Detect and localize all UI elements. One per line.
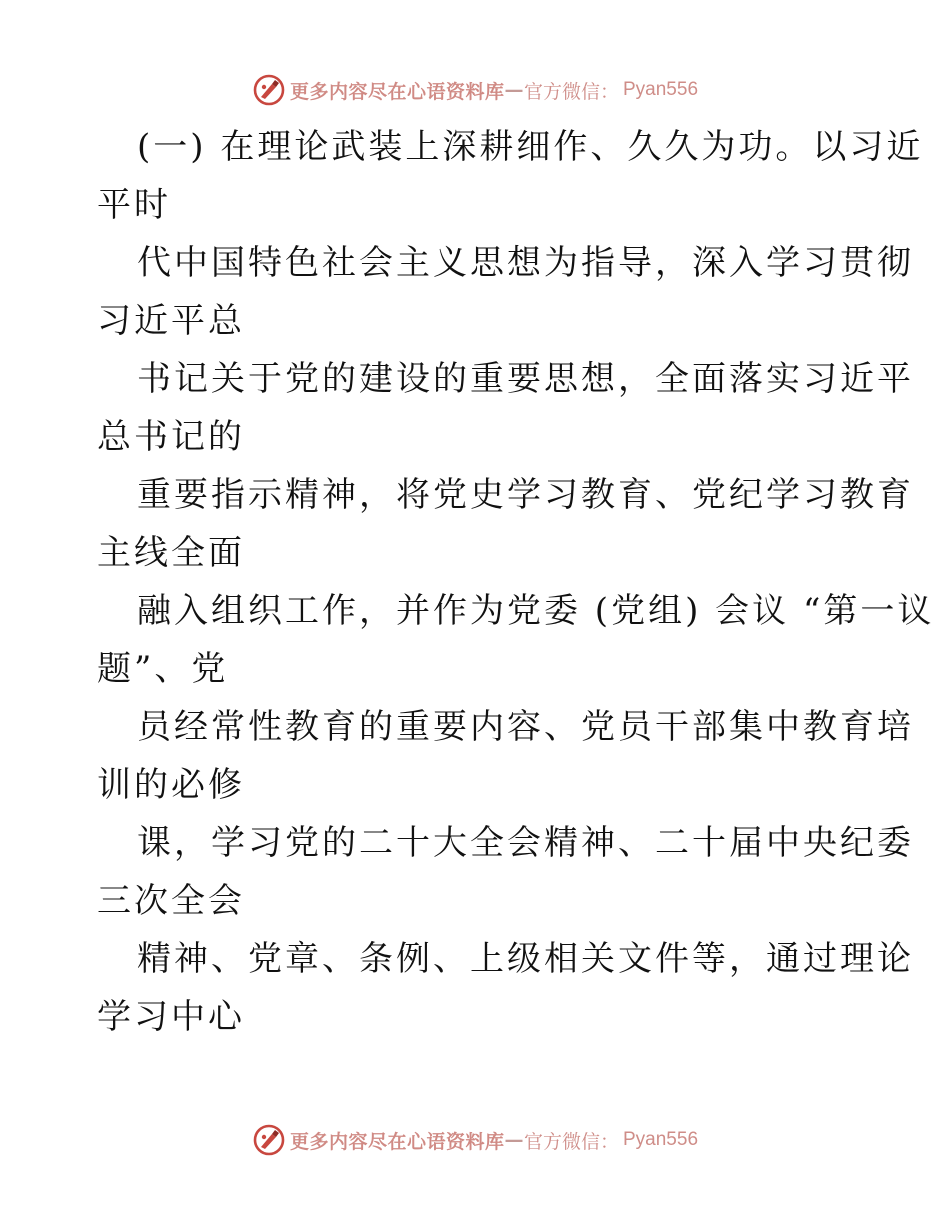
paragraph-line: 重要指示精神，将党史学习教育、党纪学习教育: [137, 475, 914, 515]
banner-slogan: 更多内容尽在心语资料库: [289, 1130, 505, 1153]
paragraph-line: 精神、党章、条例、上级相关文件等，通过理论: [137, 939, 914, 979]
paragraph-line: 训的必修: [97, 765, 245, 805]
pen-seal-logo-icon: [252, 73, 286, 107]
paragraph-6: [97, 698, 914, 814]
banner-dash: —: [504, 1129, 524, 1151]
paragraph-line: 员经常性教育的重要内容、党员干部集中教育培: [137, 707, 914, 747]
banner-contact-id: Pyan556: [623, 79, 699, 100]
paragraph-line: 代中国特色社会主义思想为指导，深入学习贯彻: [137, 243, 914, 283]
banner-contact-label: 官方微信：: [523, 80, 619, 103]
paragraph-2: [97, 234, 914, 350]
document-body: [97, 118, 935, 1046]
paragraph-line: 习近平总: [97, 301, 245, 341]
paragraph-line: 课，学习党的二十大全会精神、二十届中央纪委: [137, 823, 914, 863]
header-banner: [0, 70, 950, 110]
pen-seal-logo-icon: [252, 1123, 286, 1157]
paragraph-line: 书记关于党的建设的重要思想，全面落实习近平: [137, 359, 914, 399]
paragraph-1: [97, 118, 924, 234]
paragraph-line: 融入组织工作，并作为党委 (党组) 会议 “第一议: [137, 591, 935, 631]
paragraph-3: [97, 350, 914, 466]
paragraph-line: 主线全面: [97, 533, 245, 573]
paragraph-line: 题”、党: [97, 649, 229, 689]
paragraph-5: [97, 582, 935, 698]
paragraph-4: [97, 466, 914, 582]
banner-dash: —: [504, 79, 524, 101]
paragraph-line: 三次全会: [97, 881, 245, 921]
banner-contact-id: Pyan556: [623, 1129, 699, 1150]
paragraph-line: 平时: [97, 185, 171, 225]
paragraph-line: (一) 在理论武装上深耕细作、久久为功。以习近: [137, 127, 924, 167]
paragraph-8: [97, 930, 914, 1046]
paragraph-line: 总书记的: [97, 417, 245, 457]
paragraph-line: 学习中心: [97, 997, 245, 1037]
paragraph-7: [97, 814, 914, 930]
banner-contact-label: 官方微信：: [523, 1130, 619, 1153]
footer-banner: [0, 1120, 950, 1160]
banner-slogan: 更多内容尽在心语资料库: [289, 80, 505, 103]
